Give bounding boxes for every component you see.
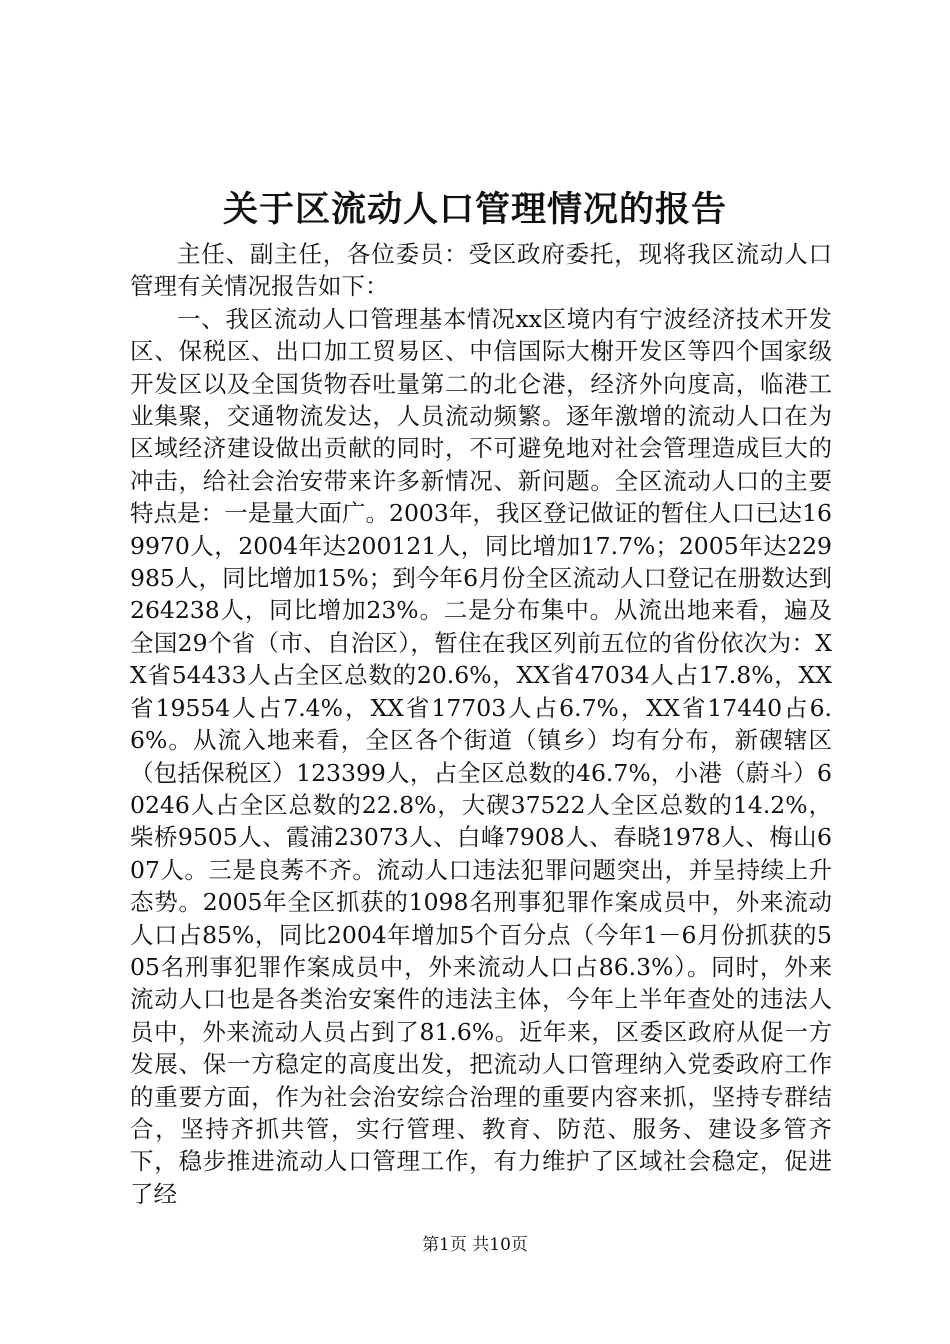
- page-number-footer: 第1页 共10页: [422, 1235, 528, 1255]
- document-title: 关于区流动人口管理情况的报告: [222, 189, 727, 230]
- document-body: [130, 238, 832, 1210]
- paragraph-greeting: 主任、副主任，各位委员：受区政府委托，现将我区流动人口管理有关情况报告如下：: [130, 240, 832, 301]
- paragraph-section-one: 一、我区流动人口管理基本情况xx区境内有宁波经济技术开发区、保税区、出口加工贸易区、中信国际大榭开发区等四个国家级开发区以及全国货物吞吐量第二的北仑港，经济外向度高，临港工业集聚，交通物流发达，人员流动频繁。逐年激增的流动人口在为区域经济建设做出贡献的同时，不可避免地对社会管理造成巨大的冲击，给社会治安带来许多新情况、新问题。全区流动人口的主要特点是：一是量大面广。2003年，我区登记做证的暂住人口已达169970人，2004年达200121人，同比增加17.7%；2005年达229985人，同比增加15%；到今年6月份全区流动人口登记在册数达到264238人，同比增加23%。二是分布集中。从流出地来看，遍及全国29个省（市、自治区），暂住在我区列前五位的省份依次为：XX省54433人占全区总数的20.6%，XX省47034人占17.8%，XX省19554人占7.4%，XX省17703人占6.7%，XX省17440占6.6%。从流入地来看，全区各个街道（镇乡）均有分布，新碶辖区（包括保税区）123399人，占全区总数的46.7%，小港（蔚斗）60246人占全区总数的22.8%，大碶37522人全区总数的14.2%，柴桥9505人、霞浦23073人、白峰7908人、春晓1978人、梅山607人。三是良莠不齐。流动人口违法犯罪问题突出，并呈持续上升态势。2005年全区抓获的1098名刑事犯罪作案成员中，外来流动人口占85%，同比2004年增加5个百分点（今年1－6月份抓获的505名刑事犯罪作案成员中，外来流动人口占86.3%）。同时，外来流动人口也是各类治安案件的违法主体，今年上半年查处的违法人员中，外来流动人员占到了81.6%。近年来，区委区政府从促一方发展、保一方稳定的高度出发，把流动人口管理纳入党委政府工作的重要方面，作为社会治安综合治理的重要内容来抓，坚持专群结合，坚持齐抓共管，实行管理、教育、防范、服务、建设多管齐下，稳步推进流动人口管理工作，有力维护了区域社会稳定，促进了经: [130, 304, 832, 1208]
